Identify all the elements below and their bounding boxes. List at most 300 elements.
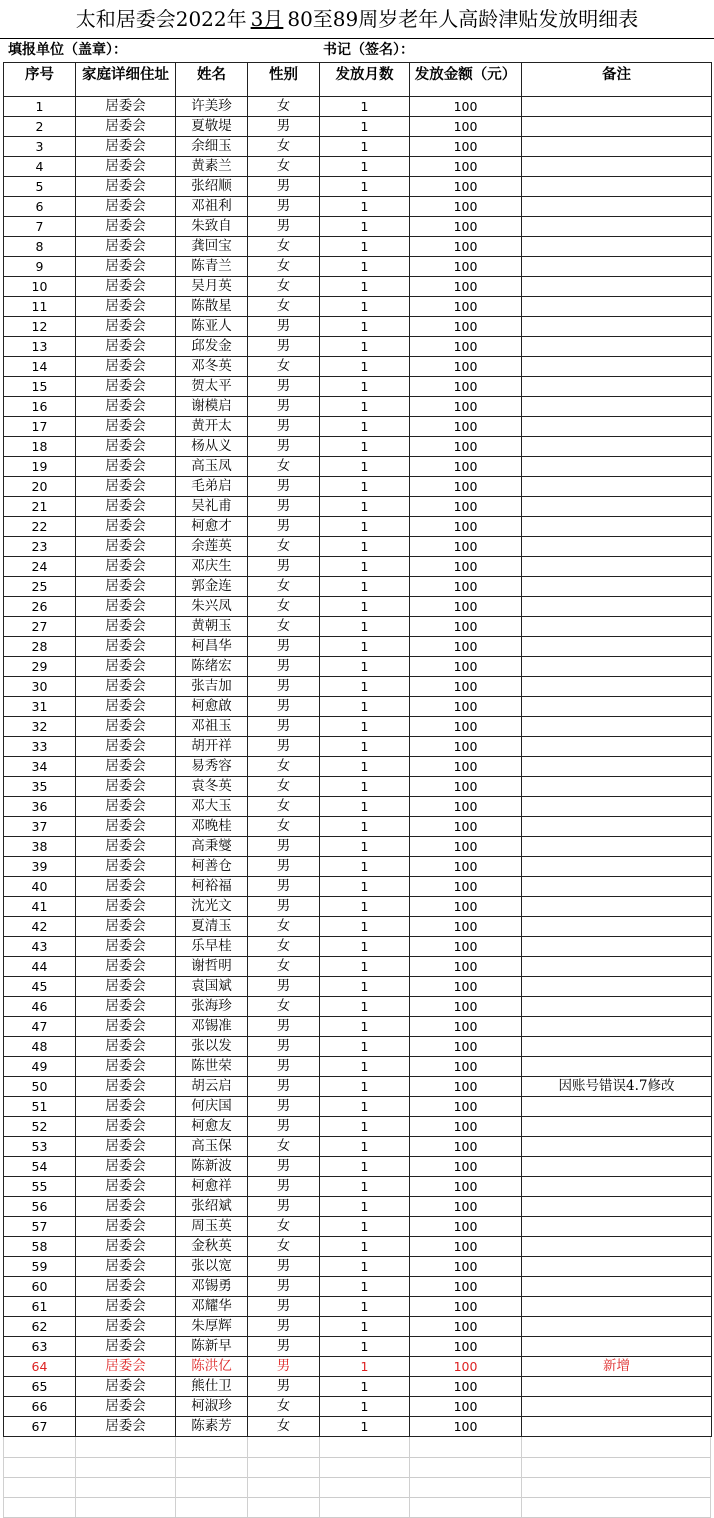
cell-name: 贺太平 xyxy=(176,377,248,397)
cell-remark xyxy=(522,1317,712,1337)
cell-amount: 100 xyxy=(410,777,522,797)
cell-remark xyxy=(522,137,712,157)
cell-index: 30 xyxy=(4,677,76,697)
cell-address: 居委会 xyxy=(76,737,176,757)
cell-remark xyxy=(522,577,712,597)
cell-gender: 男 xyxy=(248,417,320,437)
table-row xyxy=(4,817,712,837)
cell-months: 1 xyxy=(320,977,410,997)
cell-gender: 男 xyxy=(248,1357,320,1377)
cell-name: 夏敬堤 xyxy=(176,117,248,137)
subsidy-table xyxy=(3,62,712,1437)
cell-amount: 100 xyxy=(410,1397,522,1417)
table-row xyxy=(4,1297,712,1317)
table-row xyxy=(4,877,712,897)
grid-line xyxy=(710,1497,711,1517)
cell-remark xyxy=(522,557,712,577)
cell-remark xyxy=(522,357,712,377)
table-row xyxy=(4,837,712,857)
cell-index: 4 xyxy=(4,157,76,177)
cell-remark xyxy=(522,1017,712,1037)
cell-months: 1 xyxy=(320,117,410,137)
cell-gender: 男 xyxy=(248,1197,320,1217)
table-header-row xyxy=(4,63,712,97)
table-row xyxy=(4,1037,712,1057)
cell-index: 53 xyxy=(4,1137,76,1157)
cell-amount: 100 xyxy=(410,1017,522,1037)
grid-line xyxy=(409,1437,410,1457)
cell-index: 14 xyxy=(4,357,76,377)
cell-months: 1 xyxy=(320,1197,410,1217)
cell-name: 吴月英 xyxy=(176,277,248,297)
cell-amount: 100 xyxy=(410,177,522,197)
table-row xyxy=(4,277,712,297)
grid-line xyxy=(409,1477,410,1497)
cell-gender: 男 xyxy=(248,1097,320,1117)
cell-remark: 新增 xyxy=(522,1357,712,1377)
cell-months: 1 xyxy=(320,597,410,617)
cell-address: 居委会 xyxy=(76,377,176,397)
cell-name: 陈新早 xyxy=(176,1337,248,1357)
cell-amount: 100 xyxy=(410,717,522,737)
cell-name: 柯昌华 xyxy=(176,637,248,657)
cell-amount: 100 xyxy=(410,97,522,117)
cell-gender: 男 xyxy=(248,1377,320,1397)
header-name: 姓名 xyxy=(176,63,248,97)
cell-address: 居委会 xyxy=(76,477,176,497)
cell-name: 邓祖玉 xyxy=(176,717,248,737)
grid-line xyxy=(319,1497,320,1517)
cell-name: 谢模启 xyxy=(176,397,248,417)
cell-amount: 100 xyxy=(410,477,522,497)
cell-gender: 男 xyxy=(248,677,320,697)
cell-name: 柯裕福 xyxy=(176,877,248,897)
table-row xyxy=(4,1397,712,1417)
cell-months: 1 xyxy=(320,337,410,357)
cell-address: 居委会 xyxy=(76,1117,176,1137)
cell-name: 高玉凤 xyxy=(176,457,248,477)
cell-months: 1 xyxy=(320,1057,410,1077)
cell-amount: 100 xyxy=(410,897,522,917)
cell-index: 37 xyxy=(4,817,76,837)
cell-name: 袁国斌 xyxy=(176,977,248,997)
cell-index: 16 xyxy=(4,397,76,417)
table-row xyxy=(4,317,712,337)
cell-remark xyxy=(522,437,712,457)
grid-line xyxy=(319,1477,320,1497)
table-row xyxy=(4,177,712,197)
cell-amount: 100 xyxy=(410,257,522,277)
cell-address: 居委会 xyxy=(76,437,176,457)
cell-gender: 男 xyxy=(248,1297,320,1317)
cell-months: 1 xyxy=(320,557,410,577)
cell-remark xyxy=(522,897,712,917)
table-row xyxy=(4,357,712,377)
cell-amount: 100 xyxy=(410,1257,522,1277)
cell-address: 居委会 xyxy=(76,257,176,277)
cell-months: 1 xyxy=(320,617,410,637)
cell-months: 1 xyxy=(320,517,410,537)
cell-months: 1 xyxy=(320,937,410,957)
table-row xyxy=(4,97,712,117)
table-row xyxy=(4,857,712,877)
table-row xyxy=(4,657,712,677)
cell-address: 居委会 xyxy=(76,557,176,577)
cell-address: 居委会 xyxy=(76,617,176,637)
cell-name: 高秉燮 xyxy=(176,837,248,857)
table-row xyxy=(4,377,712,397)
grid-line xyxy=(521,1437,522,1457)
cell-remark xyxy=(522,677,712,697)
cell-gender: 男 xyxy=(248,1317,320,1337)
cell-months: 1 xyxy=(320,817,410,837)
cell-months: 1 xyxy=(320,297,410,317)
cell-name: 邓冬英 xyxy=(176,357,248,377)
cell-months: 1 xyxy=(320,477,410,497)
cell-months: 1 xyxy=(320,1077,410,1097)
cell-index: 22 xyxy=(4,517,76,537)
cell-months: 1 xyxy=(320,757,410,777)
cell-months: 1 xyxy=(320,917,410,937)
cell-address: 居委会 xyxy=(76,237,176,257)
cell-amount: 100 xyxy=(410,517,522,537)
cell-remark xyxy=(522,1157,712,1177)
cell-amount: 100 xyxy=(410,617,522,637)
cell-months: 1 xyxy=(320,277,410,297)
cell-remark xyxy=(522,177,712,197)
cell-amount: 100 xyxy=(410,997,522,1017)
cell-amount: 100 xyxy=(410,937,522,957)
cell-months: 1 xyxy=(320,997,410,1017)
cell-remark xyxy=(522,317,712,337)
cell-gender: 女 xyxy=(248,797,320,817)
grid-line xyxy=(710,1437,711,1457)
table-row xyxy=(4,1417,712,1437)
grid-line xyxy=(3,1437,4,1457)
cell-amount: 100 xyxy=(410,1057,522,1077)
cell-index: 56 xyxy=(4,1197,76,1217)
cell-remark xyxy=(522,957,712,977)
cell-amount: 100 xyxy=(410,277,522,297)
cell-address: 居委会 xyxy=(76,757,176,777)
cell-amount: 100 xyxy=(410,117,522,137)
cell-address: 居委会 xyxy=(76,117,176,137)
cell-gender: 男 xyxy=(248,1337,320,1357)
cell-name: 杨从义 xyxy=(176,437,248,457)
cell-name: 邓大玉 xyxy=(176,797,248,817)
cell-amount: 100 xyxy=(410,457,522,477)
cell-index: 49 xyxy=(4,1057,76,1077)
cell-amount: 100 xyxy=(410,1157,522,1177)
cell-name: 柯愈才 xyxy=(176,517,248,537)
cell-address: 居委会 xyxy=(76,497,176,517)
cell-address: 居委会 xyxy=(76,937,176,957)
table-row xyxy=(4,417,712,437)
cell-months: 1 xyxy=(320,97,410,117)
cell-remark xyxy=(522,1097,712,1117)
table-row xyxy=(4,617,712,637)
table-row xyxy=(4,457,712,477)
cell-remark xyxy=(522,97,712,117)
table-row xyxy=(4,237,712,257)
cell-name: 金秋英 xyxy=(176,1237,248,1257)
cell-months: 1 xyxy=(320,397,410,417)
cell-months: 1 xyxy=(320,677,410,697)
cell-remark xyxy=(522,797,712,817)
cell-months: 1 xyxy=(320,497,410,517)
cell-address: 居委会 xyxy=(76,997,176,1017)
table-row xyxy=(4,1377,712,1397)
cell-gender: 男 xyxy=(248,877,320,897)
cell-address: 居委会 xyxy=(76,1217,176,1237)
cell-index: 35 xyxy=(4,777,76,797)
cell-months: 1 xyxy=(320,957,410,977)
cell-months: 1 xyxy=(320,1117,410,1137)
cell-name: 张以发 xyxy=(176,1037,248,1057)
cell-gender: 男 xyxy=(248,1037,320,1057)
cell-gender: 男 xyxy=(248,117,320,137)
cell-remark xyxy=(522,737,712,757)
cell-index: 10 xyxy=(4,277,76,297)
cell-index: 20 xyxy=(4,477,76,497)
cell-index: 11 xyxy=(4,297,76,317)
cell-gender: 男 xyxy=(248,1257,320,1277)
cell-gender: 男 xyxy=(248,897,320,917)
cell-months: 1 xyxy=(320,657,410,677)
cell-address: 居委会 xyxy=(76,517,176,537)
cell-amount: 100 xyxy=(410,377,522,397)
cell-gender: 男 xyxy=(248,1017,320,1037)
cell-address: 居委会 xyxy=(76,1277,176,1297)
cell-address: 居委会 xyxy=(76,957,176,977)
cell-index: 62 xyxy=(4,1317,76,1337)
cell-remark xyxy=(522,297,712,317)
cell-amount: 100 xyxy=(410,837,522,857)
cell-remark xyxy=(522,1337,712,1357)
cell-months: 1 xyxy=(320,717,410,737)
cell-gender: 男 xyxy=(248,217,320,237)
grid-line xyxy=(247,1437,248,1457)
table-row xyxy=(4,1097,712,1117)
grid-line xyxy=(175,1477,176,1497)
table-row xyxy=(4,1117,712,1137)
cell-index: 34 xyxy=(4,757,76,777)
cell-index: 59 xyxy=(4,1257,76,1277)
cell-address: 居委会 xyxy=(76,1137,176,1157)
cell-address: 居委会 xyxy=(76,877,176,897)
cell-address: 居委会 xyxy=(76,1337,176,1357)
cell-months: 1 xyxy=(320,877,410,897)
table-row xyxy=(4,1177,712,1197)
cell-address: 居委会 xyxy=(76,777,176,797)
cell-gender: 女 xyxy=(248,597,320,617)
cell-amount: 100 xyxy=(410,677,522,697)
cell-gender: 女 xyxy=(248,577,320,597)
cell-index: 36 xyxy=(4,797,76,817)
cell-amount: 100 xyxy=(410,1417,522,1437)
cell-gender: 男 xyxy=(248,857,320,877)
cell-amount: 100 xyxy=(410,1357,522,1377)
cell-months: 1 xyxy=(320,237,410,257)
cell-remark xyxy=(522,157,712,177)
cell-gender: 男 xyxy=(248,177,320,197)
table-row xyxy=(4,477,712,497)
cell-name: 黄朝玉 xyxy=(176,617,248,637)
cell-address: 居委会 xyxy=(76,857,176,877)
cell-index: 3 xyxy=(4,137,76,157)
cell-gender: 女 xyxy=(248,457,320,477)
cell-index: 42 xyxy=(4,917,76,937)
cell-gender: 男 xyxy=(248,737,320,757)
cell-amount: 100 xyxy=(410,797,522,817)
empty-grid-row xyxy=(3,1457,711,1478)
cell-index: 27 xyxy=(4,617,76,637)
cell-name: 陈绪宏 xyxy=(176,657,248,677)
cell-months: 1 xyxy=(320,437,410,457)
header-remark: 备注 xyxy=(522,63,712,97)
cell-months: 1 xyxy=(320,137,410,157)
cell-amount: 100 xyxy=(410,437,522,457)
cell-address: 居委会 xyxy=(76,1357,176,1377)
grid-line xyxy=(3,1497,4,1517)
cell-name: 张绍斌 xyxy=(176,1197,248,1217)
empty-grid-row xyxy=(3,1497,711,1518)
cell-amount: 100 xyxy=(410,197,522,217)
cell-remark xyxy=(522,597,712,617)
cell-index: 24 xyxy=(4,557,76,577)
table-row xyxy=(4,897,712,917)
cell-remark xyxy=(522,817,712,837)
cell-address: 居委会 xyxy=(76,337,176,357)
cell-gender: 男 xyxy=(248,197,320,217)
cell-address: 居委会 xyxy=(76,837,176,857)
grid-line xyxy=(247,1497,248,1517)
cell-months: 1 xyxy=(320,857,410,877)
cell-address: 居委会 xyxy=(76,1097,176,1117)
cell-name: 邓锡勇 xyxy=(176,1277,248,1297)
cell-name: 陈素芳 xyxy=(176,1417,248,1437)
cell-index: 32 xyxy=(4,717,76,737)
cell-months: 1 xyxy=(320,357,410,377)
grid-line xyxy=(247,1477,248,1497)
cell-gender: 男 xyxy=(248,317,320,337)
grid-line xyxy=(175,1437,176,1457)
cell-gender: 女 xyxy=(248,537,320,557)
cell-remark xyxy=(522,637,712,657)
cell-address: 居委会 xyxy=(76,317,176,337)
cell-remark xyxy=(522,1417,712,1437)
cell-index: 51 xyxy=(4,1097,76,1117)
grid-line xyxy=(3,1477,4,1497)
cell-remark: 因账号错误4.7修改 xyxy=(522,1077,712,1097)
cell-months: 1 xyxy=(320,1317,410,1337)
cell-months: 1 xyxy=(320,417,410,437)
cell-months: 1 xyxy=(320,1377,410,1397)
cell-gender: 男 xyxy=(248,697,320,717)
cell-remark xyxy=(522,457,712,477)
cell-months: 1 xyxy=(320,257,410,277)
cell-name: 黄素兰 xyxy=(176,157,248,177)
cell-remark xyxy=(522,937,712,957)
cell-address: 居委会 xyxy=(76,1257,176,1277)
cell-months: 1 xyxy=(320,177,410,197)
cell-address: 居委会 xyxy=(76,397,176,417)
cell-index: 66 xyxy=(4,1397,76,1417)
cell-amount: 100 xyxy=(410,537,522,557)
cell-gender: 女 xyxy=(248,997,320,1017)
cell-gender: 女 xyxy=(248,137,320,157)
cell-index: 60 xyxy=(4,1277,76,1297)
cell-index: 8 xyxy=(4,237,76,257)
cell-gender: 男 xyxy=(248,1277,320,1297)
cell-remark xyxy=(522,377,712,397)
cell-index: 5 xyxy=(4,177,76,197)
table-row xyxy=(4,1197,712,1217)
cell-remark xyxy=(522,1137,712,1157)
cell-amount: 100 xyxy=(410,1337,522,1357)
cell-name: 陈亚人 xyxy=(176,317,248,337)
cell-name: 朱致自 xyxy=(176,217,248,237)
cell-remark xyxy=(522,617,712,637)
cell-address: 居委会 xyxy=(76,1057,176,1077)
cell-gender: 女 xyxy=(248,237,320,257)
cell-months: 1 xyxy=(320,1137,410,1157)
cell-gender: 女 xyxy=(248,157,320,177)
grid-line xyxy=(175,1457,176,1477)
cell-index: 1 xyxy=(4,97,76,117)
cell-index: 38 xyxy=(4,837,76,857)
empty-grid-row xyxy=(3,1437,711,1458)
cell-amount: 100 xyxy=(410,1077,522,1097)
cell-amount: 100 xyxy=(410,657,522,677)
cell-months: 1 xyxy=(320,1237,410,1257)
header-address: 家庭详细住址 xyxy=(76,63,176,97)
cell-remark xyxy=(522,537,712,557)
cell-index: 64 xyxy=(4,1357,76,1377)
cell-index: 25 xyxy=(4,577,76,597)
cell-amount: 100 xyxy=(410,737,522,757)
cell-index: 44 xyxy=(4,957,76,977)
cell-index: 6 xyxy=(4,197,76,217)
cell-gender: 女 xyxy=(248,257,320,277)
cell-remark xyxy=(522,117,712,137)
table-row xyxy=(4,697,712,717)
grid-line xyxy=(521,1457,522,1477)
cell-months: 1 xyxy=(320,1157,410,1177)
cell-months: 1 xyxy=(320,1277,410,1297)
table-row xyxy=(4,777,712,797)
cell-months: 1 xyxy=(320,1177,410,1197)
cell-name: 胡开祥 xyxy=(176,737,248,757)
table-row xyxy=(4,1057,712,1077)
table-row xyxy=(4,1017,712,1037)
cell-remark xyxy=(522,657,712,677)
cell-gender: 男 xyxy=(248,637,320,657)
cell-index: 50 xyxy=(4,1077,76,1097)
table-row xyxy=(4,937,712,957)
empty-grid-row xyxy=(3,1477,711,1498)
cell-address: 居委会 xyxy=(76,657,176,677)
cell-remark xyxy=(522,757,712,777)
cell-index: 28 xyxy=(4,637,76,657)
grid-line xyxy=(75,1497,76,1517)
cell-name: 龚回宝 xyxy=(176,237,248,257)
cell-amount: 100 xyxy=(410,157,522,177)
cell-index: 7 xyxy=(4,217,76,237)
cell-name: 陈洪亿 xyxy=(176,1357,248,1377)
table-row xyxy=(4,1277,712,1297)
cell-gender: 男 xyxy=(248,497,320,517)
